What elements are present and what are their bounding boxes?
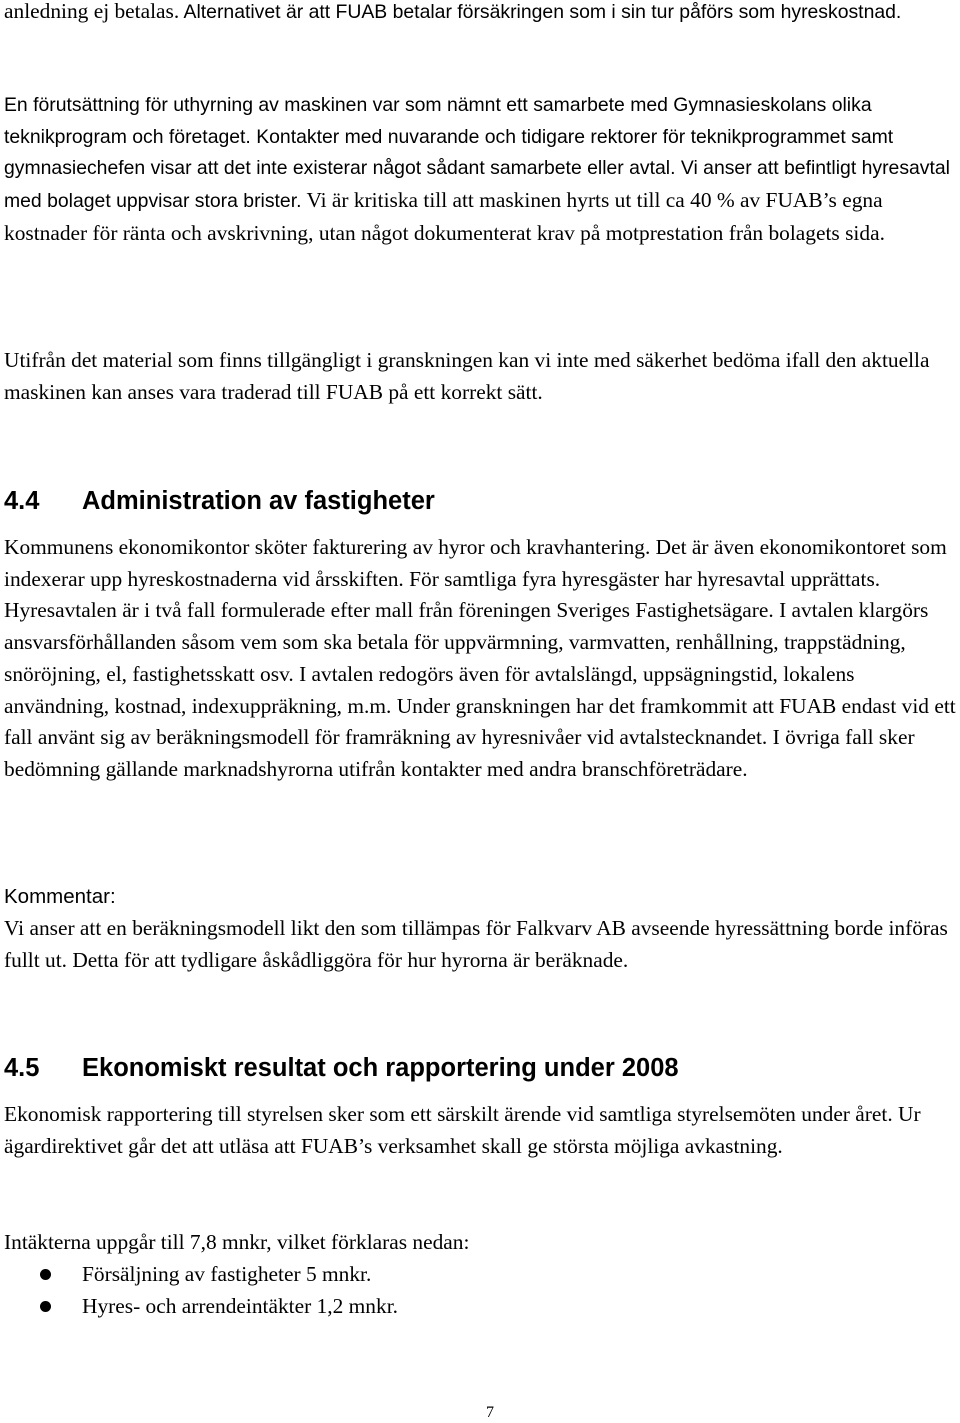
page-number: 7 [486,1404,494,1421]
section-number-4-4: 4.4 [4,487,40,515]
paragraph-insurance-text-2: Alternativet är att FUAB betalar försäkringen som i sin tur påförs som hyreskostnad. [179,1,902,23]
paragraph-administration: Kommunens ekonomikontor sköter fakturering av hyror och kravhantering. Det är även ekonomikontoret som indexerar upp hyreskostnaderna vid årsskiften. För samtliga fyra hyresgäster har hyresavtal upprättats. Hyresavtalen är i två fall formulerade efter mall från föreningen Sveriges Fastighetsägare. I avtalen klargörs ansvarsförhållanden såsom vem som ska betala för uppvärmning, varmvatten, renhållning, trappstädning, snöröjning, el, fastighetsskatt osv. I avtalen redogörs även för avtalslängd, uppsägningstid, lokalens användning, kostnad, indexuppräkning, m.m. Under granskningen har det framkommit att FUAB endast vid ett fall använt sig av beräkningsmodell för framräkning av hyresnivåer vid avtalstecknandet. I övriga fall sker bedömning gällande marknadshyrorna utifrån kontakter med andra branschföreträdare. [4,535,956,781]
list-item [0,1259,900,1291]
bullet-icon [40,1301,51,1312]
paragraph-insurance [4,0,956,29]
section-heading-4-5 [4,1052,679,1084]
revenue-list [0,1259,900,1322]
paragraph-cooperation-text-3: Vi är kritiska till att maskinen hyrts ut till ca 40 % av FUAB’s egna kostnader för ränta och avskrivning, utan något dokumenterat krav på motprestation från bolagets sida. [4,188,885,245]
paragraph-insurance-text-1: anledning ej betalas. [4,0,180,23]
paragraph-assessment: Utifrån det material som finns tillgängligt i granskningen kan vi inte med säkerhet bedöma ifall den aktuella maskinen kan anses vara traderad till FUAB på ett korrekt sätt. [4,348,930,404]
section-title-4-5: Ekonomiskt resultat och rapportering under 2008 [82,1054,679,1082]
paragraph-cooperation-text-2: Kontakter med nuvarande och tidigare rektorer för teknikprogrammet samt gymnasiechefen visar att det inte existerar något sådant samarbete eller avtal. Vi anser att befintligt hyresavtal med bolaget uppvisar stora brister. [4,125,950,213]
section-number-4-5: 4.5 [4,1054,40,1082]
list-item-text: Försäljning av fastigheter 5 mnkr. [82,1262,372,1286]
bullet-icon [40,1269,51,1280]
comment-label: Kommentar: [4,885,116,908]
section-heading-4-4 [4,485,435,517]
list-item [0,1291,900,1323]
paragraph-cooperation [4,90,956,250]
paragraph-comment: Vi anser att en beräkningsmodell likt den som tillämpas för Falkvarv AB avseende hyressättning borde införas fullt ut. Detta för att tydligare åskådliggöra för hur hyrorna är beräknade. [4,916,948,972]
paragraph-economic-report: Ekonomisk rapportering till styrelsen sker som ett särskilt ärende vid samtliga styrelsemöten under året. Ur ägardirektivet går det att utläsa att FUAB’s verksamhet skall ge största möjliga avkastning. [4,1102,921,1158]
paragraph-cooperation-text-1: En förutsättning för uthyrning av maskinen var som nämnt ett samarbete med Gymnasieskolans olika teknikprogram och företaget. [4,94,872,148]
list-item-text: Hyres- och arrendeintäkter 1,2 mnkr. [82,1293,398,1318]
paragraph-revenue-intro: Intäkterna uppgår till 7,8 mnkr, vilket förklaras nedan: [4,1230,470,1254]
section-title-4-4: Administration av fastigheter [82,487,435,515]
